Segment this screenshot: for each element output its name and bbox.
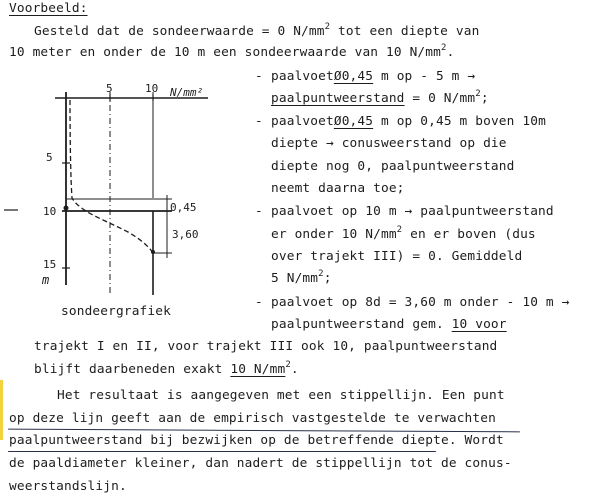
highlighter-mark <box>0 380 3 440</box>
scan-speck <box>4 209 18 211</box>
text-segment: ; <box>480 91 489 106</box>
text-segment: blijft daarbeneden exakt <box>34 362 231 377</box>
text-segment: de paaldiameter kleiner, dan nadert de stippellijn tot de conus- <box>9 456 512 471</box>
bullet-line <box>271 159 515 175</box>
y-unit: m <box>42 273 50 287</box>
text-segment: neemt daarna toe; <box>271 181 405 196</box>
text-segment: en er boven (dus <box>402 227 536 242</box>
result-line <box>9 456 512 472</box>
x-label-5: 5 <box>106 82 113 95</box>
underlined-text: Ø0,45 <box>333 69 374 84</box>
handwritten-underline <box>8 451 436 452</box>
text-segment: m op - 5 m → <box>373 69 476 84</box>
text-segment: m op 0,45 m boven 10m <box>373 114 546 129</box>
underlined-text: 10 N/mm <box>230 362 286 377</box>
text-segment: paalvoet op 8d = 3,60 m onder - 10 m → <box>271 295 570 310</box>
text-segment: . <box>290 362 299 377</box>
superscript: 2 <box>475 89 481 99</box>
bullet-line <box>271 204 554 220</box>
bullet-line <box>271 295 569 311</box>
text-segment: paalvoet <box>271 114 334 129</box>
continuation-line <box>34 339 497 355</box>
text-segment: paalpuntweerstand bij bezwijken op de betreffende diepte. Wordt <box>9 433 504 448</box>
bullet-dash: - <box>255 204 263 219</box>
bullet-line <box>271 227 536 244</box>
dim-045: 0,45 <box>170 201 197 214</box>
bullet-dash: - <box>255 295 263 310</box>
result-line <box>57 388 505 404</box>
bullet-line <box>271 69 475 85</box>
superscript: 2 <box>318 269 324 279</box>
intro-line-1: Gesteld dat de sondeerwaarde = 0 $N/mm^2$ tot een diepte van <box>34 22 480 39</box>
underlined-text: Ø0,45 <box>333 114 374 129</box>
result-line <box>9 479 127 495</box>
figure-caption: sondeergrafiek <box>61 304 171 319</box>
text-segment: Het resultaat is aangegeven met een stippellijn. Een punt <box>57 388 505 403</box>
text-segment: trajekt I en II, voor trajekt III ook 10, paalpuntweerstand <box>34 339 498 354</box>
unit-label: N/mm² <box>170 86 204 99</box>
y-label-5: 5 <box>46 151 53 164</box>
text-segment: over trajekt III) = 0. Gemiddeld <box>271 249 523 264</box>
x-label-10: 10 <box>145 82 159 95</box>
bullet-dash: - <box>255 114 263 129</box>
y-label-10: 10 <box>43 205 57 218</box>
bullet-line <box>271 249 522 265</box>
underlined-text: 10 voor <box>451 317 507 332</box>
continuation-line <box>34 362 299 379</box>
text-segment: er onder 10 N/mm <box>271 227 397 242</box>
bullet-line <box>271 181 405 197</box>
underlined-text: paalpuntweerstand <box>271 91 405 106</box>
superscript: 2 <box>396 225 403 235</box>
text-segment: = 0 N/mm <box>404 91 476 106</box>
intro-line-2: 10 meter en onder de 10 m een sondeerwaarde van 10 $N/mm^2$. <box>9 43 455 60</box>
bullet-line <box>271 91 489 108</box>
text-segment: ; <box>323 271 332 286</box>
text-segment: paalvoet <box>271 69 334 84</box>
superscript: 2 <box>285 360 291 370</box>
bullet-line <box>271 136 507 152</box>
heading: Voorbeeld: <box>9 1 88 16</box>
text-segment: 5 N/mm <box>271 271 319 286</box>
bullet-line <box>271 114 546 130</box>
result-line <box>9 433 504 449</box>
text-segment: diepte nog 0, paalpuntweerstand <box>271 159 515 174</box>
curve-point <box>151 250 155 254</box>
bullet-line <box>271 317 507 333</box>
text-segment: diepte → conusweerstand op die <box>271 136 507 151</box>
result-line <box>9 411 496 427</box>
text-segment: paalpuntweerstand gem. <box>271 317 452 332</box>
text-segment: weerstandslijn. <box>9 479 127 494</box>
dim-360: 3,60 <box>172 228 199 241</box>
text-segment: paalvoet op 10 m → paalpuntweerstand <box>271 204 554 219</box>
curve-point <box>64 206 69 211</box>
bullet-dash: - <box>255 69 263 84</box>
y-label-15: 15 <box>43 258 57 271</box>
dashed-curve <box>70 100 153 253</box>
bullet-line <box>271 271 332 288</box>
text-segment: op deze lijn geeft aan de empirisch vastgestelde te verwachten <box>9 411 496 426</box>
